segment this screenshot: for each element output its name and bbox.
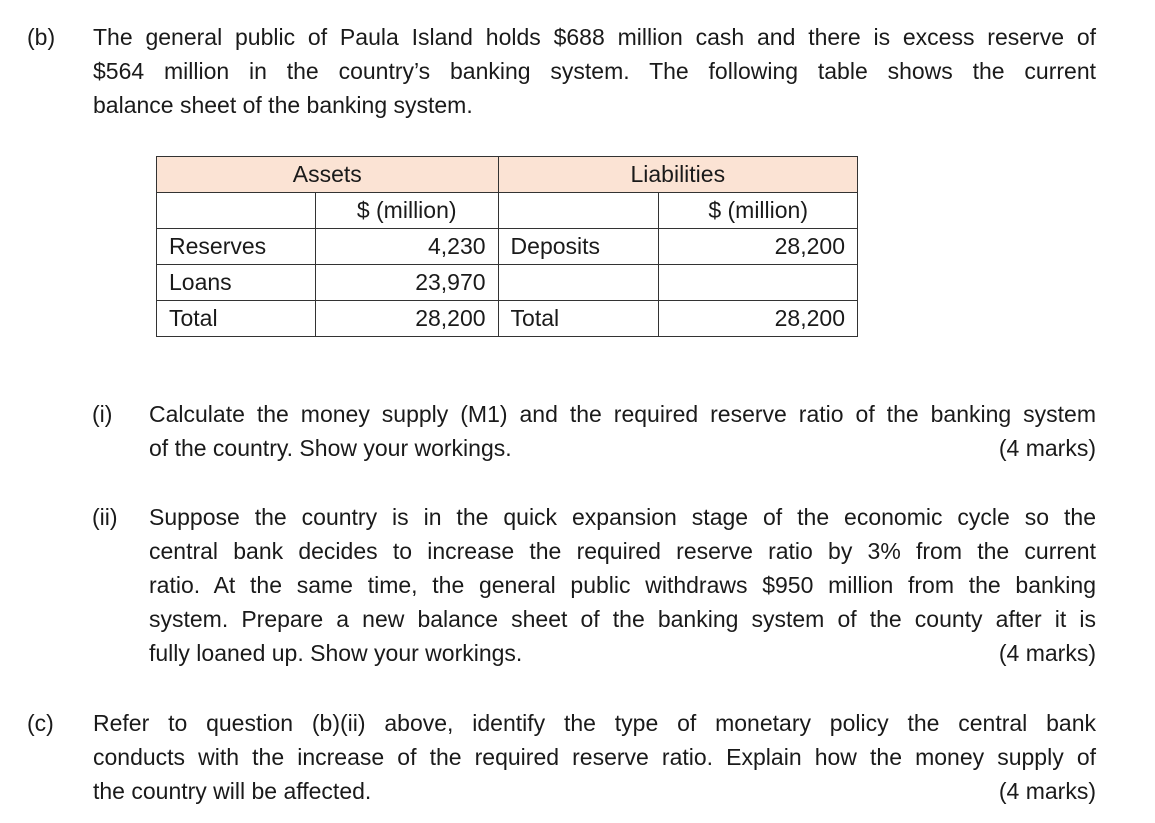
- part-b-label: (b): [27, 24, 56, 50]
- part-c-text: [93, 706, 1096, 808]
- asset-label: Total: [157, 301, 316, 337]
- table-cell: [157, 193, 316, 229]
- question-ii-label: (ii): [92, 504, 118, 530]
- liabilities-header: Liabilities: [498, 157, 857, 193]
- table-cell: [498, 193, 659, 229]
- balance-sheet-table: [156, 156, 858, 337]
- part-b-intro-line: $564 million in the country’s banking system. The following table shows the current: [93, 58, 1096, 84]
- liability-value: [659, 265, 858, 301]
- part-c-label: (c): [27, 710, 54, 736]
- question-ii-line: central bank decides to increase the required reserve ratio by 3% from the current: [149, 538, 1096, 564]
- question-i-label: (i): [92, 401, 113, 427]
- liability-label: [498, 265, 659, 301]
- part-c-last-line: [93, 774, 1096, 808]
- liability-label: Total: [498, 301, 659, 337]
- asset-value: 28,200: [315, 301, 498, 337]
- question-ii-line: Suppose the country is in the quick expansion stage of the economic cycle so the: [149, 504, 1096, 530]
- liability-value: 28,200: [659, 301, 858, 337]
- part-b-intro-line: The general public of Paula Island holds $688 million cash and there is excess reserve of: [93, 24, 1096, 50]
- part-c-line: Refer to question (b)(ii) above, identify the type of monetary policy the central bank: [93, 710, 1096, 736]
- part-b-intro: [93, 20, 1096, 122]
- asset-label: Reserves: [157, 229, 316, 265]
- question-i-marks: (4 marks): [998, 435, 1096, 461]
- question-i-text: [149, 397, 1096, 465]
- table-units-row: [157, 193, 858, 229]
- part-c-marks: (4 marks): [998, 778, 1096, 804]
- table-row: [157, 229, 858, 265]
- question-ii-line: fully loaned up. Show your workings.: [149, 640, 523, 666]
- asset-value: 4,230: [315, 229, 498, 265]
- part-c-line: the country will be affected.: [93, 778, 372, 804]
- question-i-line: of the country. Show your workings.: [149, 435, 512, 461]
- liability-value: 28,200: [659, 229, 858, 265]
- liability-label: Deposits: [498, 229, 659, 265]
- question-i-last-line: [149, 431, 1096, 465]
- question-ii-marks: (4 marks): [998, 640, 1096, 666]
- assets-unit: $ (million): [315, 193, 498, 229]
- question-ii-line: system. Prepare a new balance sheet of the banking system of the county after it is: [149, 606, 1096, 632]
- assets-header: Assets: [157, 157, 499, 193]
- asset-value: 23,970: [315, 265, 498, 301]
- part-c-line: conducts with the increase of the required reserve ratio. Explain how the money supply of: [93, 744, 1096, 770]
- question-ii-line: ratio. At the same time, the general public withdraws $950 million from the banking: [149, 572, 1096, 598]
- table-header-row: [157, 157, 858, 193]
- part-b-intro-line: balance sheet of the banking system.: [93, 92, 473, 118]
- question-i-line: Calculate the money supply (M1) and the required reserve ratio of the banking system: [149, 401, 1096, 427]
- table-row: [157, 301, 858, 337]
- question-ii-text: [149, 500, 1096, 670]
- liabilities-unit: $ (million): [659, 193, 858, 229]
- table-row: [157, 265, 858, 301]
- question-ii-last-line: [149, 636, 1096, 670]
- asset-label: Loans: [157, 265, 316, 301]
